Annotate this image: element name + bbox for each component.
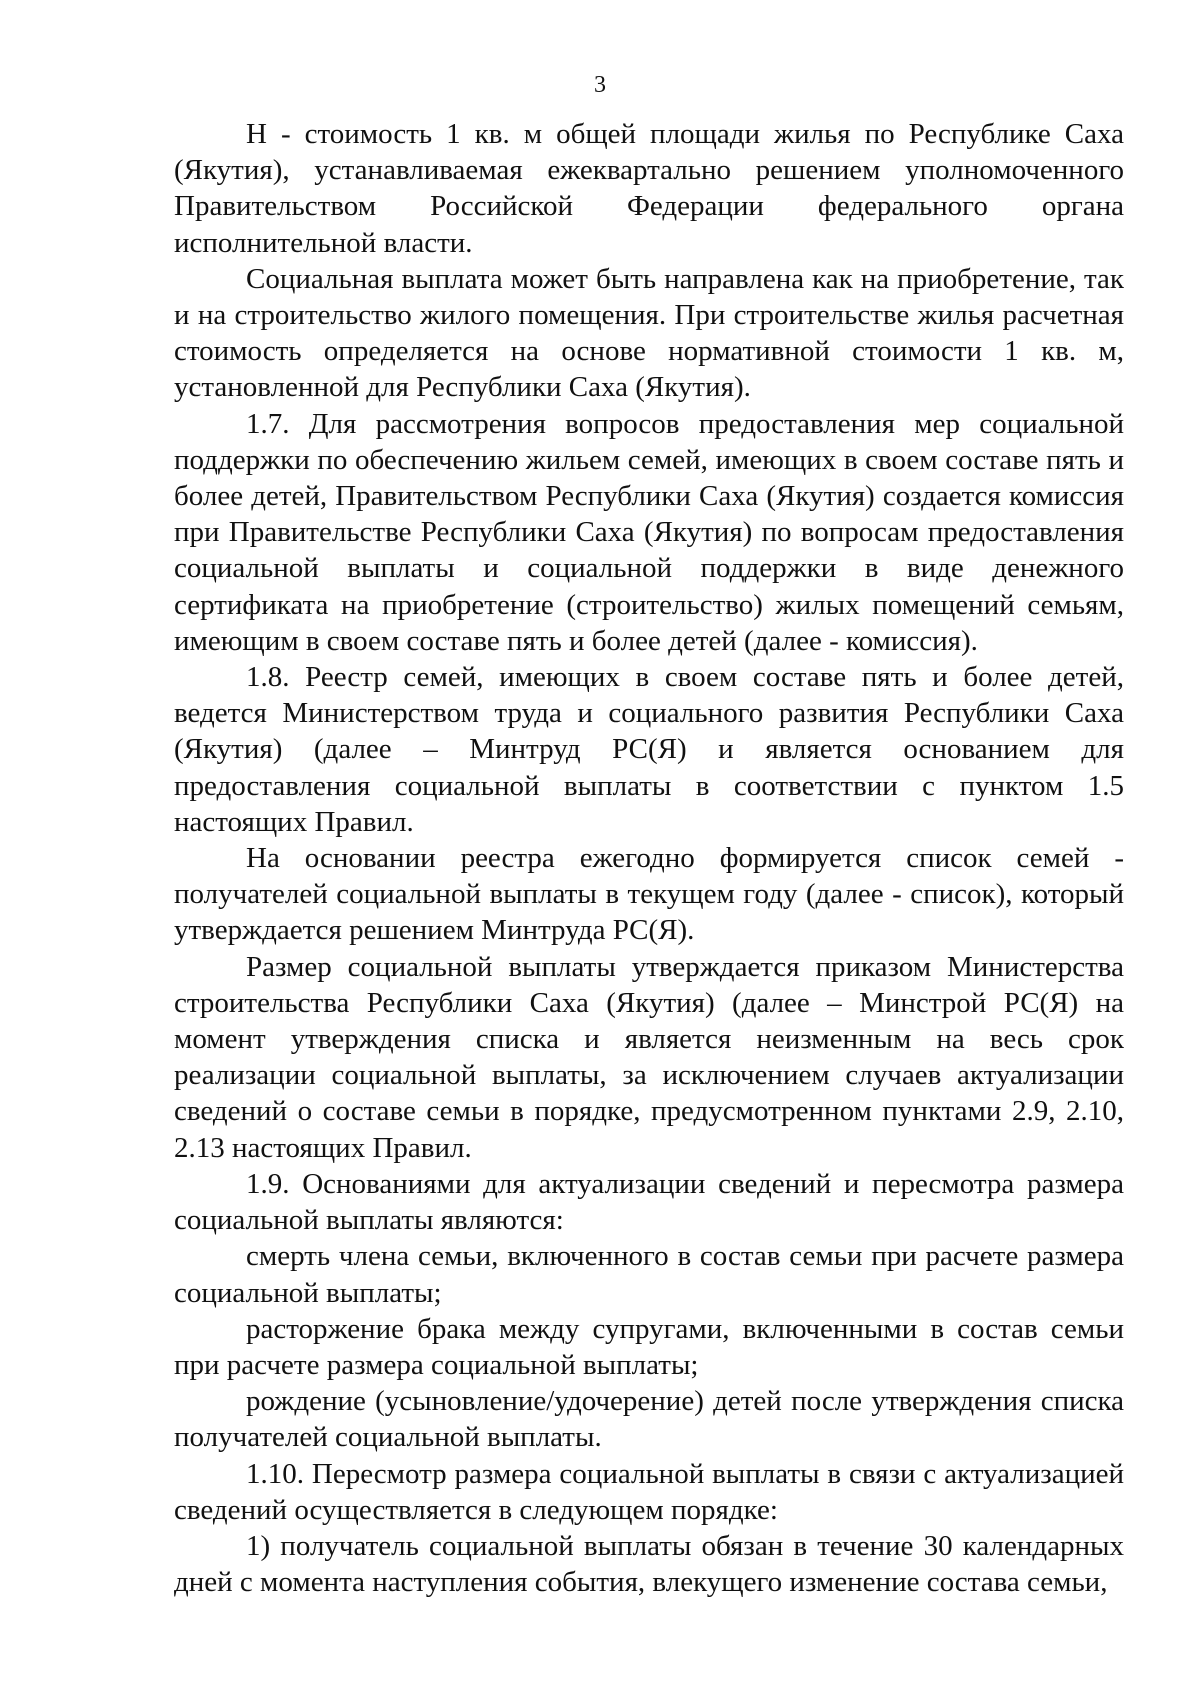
paragraph-ground-death: смерть члена семьи, включенного в состав семьи при расчете размера социальной выплаты; xyxy=(174,1240,1124,1309)
paragraph-ground-birth: рождение (усыновление/удочерение) детей после утверждения списка получателей социальной выплаты. xyxy=(174,1385,1124,1454)
paragraph-1-7-commission: 1.7. Для рассмотрения вопросов предоставления мер социальной поддержки по обеспечению жильем семей, имеющих в своем составе пять и более детей, Правительством Республики Саха (Якутия) создается комиссия при Правительстве Республики Саха (Якутия) по вопросам предоставления социальной выплаты и социальной поддержки в виде денежного сертификата на приобретение (строительство) жилых помещений семьям, имеющим в своем составе пять и более детей (далее - комиссия). xyxy=(174,407,1124,657)
paragraph-1-10-revision: 1.10. Пересмотр размера социальной выплаты в связи с актуализацией сведений осуществляется в следующем порядке: xyxy=(174,1457,1124,1526)
paragraph-1-9-grounds: 1.9. Основаниями для актуализации сведений и пересмотра размера социальной выплаты являются: xyxy=(174,1167,1124,1237)
paragraph-ground-divorce: расторжение брака между супругами, включенными в состав семьи при расчете размера социальной выплаты; xyxy=(174,1312,1124,1381)
paragraph-social-payment-purpose: Социальная выплата может быть направлена как на приобретение, так и на строительство жилого помещения. При строительстве жилья расчетная стоимость определяется на основе нормативной стоимости 1 кв. м, установленной для Республики Саха (Якутия). xyxy=(174,262,1124,404)
page-number: 3 xyxy=(594,72,606,98)
paragraph-revision-step-1: 1) получатель социальной выплаты обязан в течение 30 календарных дней с момента наступления события, влекущего изменение состава семьи, xyxy=(174,1529,1124,1599)
paragraph-1-8-registry: 1.8. Реестр семей, имеющих в своем составе пять и более детей, ведется Министерством труда и социального развития Республики Саха (Якутия) (далее – Минтруд РС(Я) и является основанием для предоставления социальной выплаты в соответствии с пунктом 1.5 настоящих Правил. xyxy=(174,661,1124,838)
paragraph-payment-size: Размер социальной выплаты утверждается приказом Министерства строительства Республики Саха (Якутия) (далее – Минстрой РС(Я) на момент утверждения списка и является неизменным на весь срок реализации социальной выплаты, за исключением случаев актуализации сведений о составе семьи в порядке, предусмотренном пунктами 2.9, 2.10, 2.13 настоящих Правил. xyxy=(174,950,1124,1164)
document-body xyxy=(174,116,1124,1600)
paragraph-cost-definition: Н - стоимость 1 кв. м общей площади жилья по Республике Саха (Якутия), устанавливаемая ежеквартально решением уполномоченного Правительством Российской Федерации федерального органа исполнительной власти. xyxy=(174,118,1124,259)
paragraph-recipient-list: На основании реестра ежегодно формируется список семей - получателей социальной выплаты в текущем году (далее - список), который утверждается решением Минтруда РС(Я). xyxy=(174,842,1124,947)
